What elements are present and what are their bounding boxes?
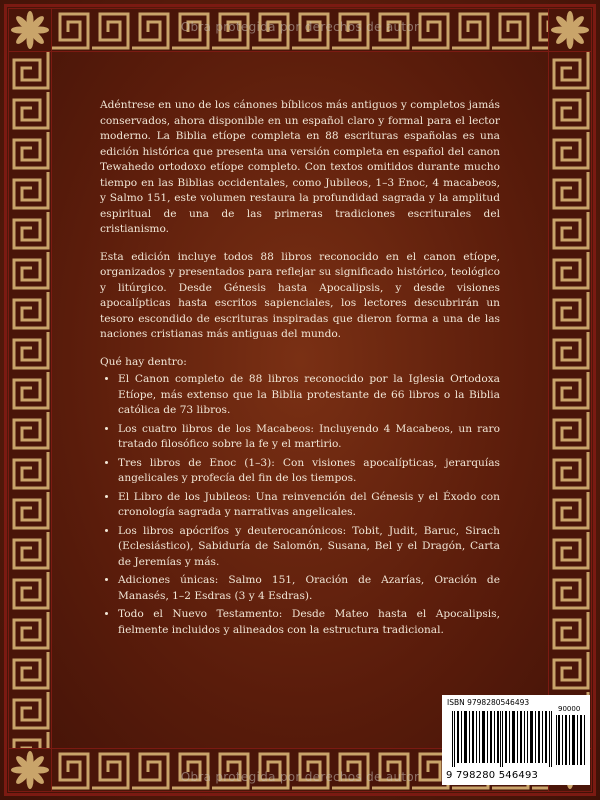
greek-key-band-right (548, 50, 592, 750)
description-paragraph-1: Adéntrese en uno de los cánones bíblicos más antiguos y completos jamás conservados, ahora disponible en un español claro y formal para el lector moderno. La Biblia etíope completa en 88 escrituras españolas es una edición histórica que presenta una versión completa en español del canon Tewahedo ortodoxo etíope completo. Con textos omitidos durante mucho tiempo en las Biblias occidentales, como Jubileos, 1–3 Enoc, 4 macabeos, y Salmo 151, este volumen restaura la profundidad sagrada y la amplitud espiritual de una de las primeras tradiciones escriturales del cristianismo. (100, 99, 500, 235)
contents-list (100, 372, 500, 638)
barcode-bars (452, 711, 552, 767)
isbn-label: ISBN 9798280546493 (447, 698, 530, 707)
description-paragraph-2: Esta edición incluye todos 88 libros reconocido en el canon etíope, organizados y presentados para reflejar su significado histórico, teológico y litúrgico. Desde Génesis hasta Apocalipsis, y desde visiones apocalípticas hasta escritos sapienciales, los lectores descubrirán un tesoro escondido de escrituras inspiradas que dieron forma a una de las naciones cristianas más antiguas del mundo. (100, 250, 500, 340)
back-cover-text (100, 98, 500, 641)
barcode-digits: 9 798280 546493 (446, 770, 539, 781)
watermark-bottom: Obra protegida por derechos de autor (180, 770, 420, 784)
list-item: • Adiciones únicas: Salmo 151, Oración de Azarías, Oración de Manasés, 1–2 Esdras (3 y 4 Esdras). (118, 573, 500, 604)
price-barcode-bars (556, 715, 586, 765)
price-code: 90000 (558, 705, 581, 713)
list-item: • Todo el Nuevo Testamento: Desde Mateo hasta el Apocalipsis, fielmente incluidos y alineados con la estructura tradicional. (118, 607, 500, 638)
contents-heading: Qué hay dentro: (100, 355, 187, 368)
list-item: • Los cuatro libros de los Macabeos: Incluyendo 4 Macabeos, un raro tratado filosófico sobre la fe y el martirio. (118, 422, 500, 453)
list-item: • El Libro de los Jubileos: Una reinvención del Génesis y el Éxodo con cronología sagrada y narrativas angelicales. (118, 490, 500, 521)
list-item: • Tres libros de Enoc (1–3): Con visiones apocalípticas, jerarquías angelicales y profecía del fin de los tiempos. (118, 456, 500, 487)
list-item: • El Canon completo de 88 libros reconocido por la Iglesia Ortodoxa Etíope, más extenso que la Biblia protestante de 66 libros o la Biblia católica de 73 libros. (118, 372, 500, 419)
list-item: • Los libros apócrifos y deuterocanónicos: Tobit, Judit, Baruc, Sirach (Eclesiástico), Sabiduría de Salomón, Susana, Bel y el Dragón, Carta de Jeremías y más. (118, 524, 500, 571)
watermark-top: Obra protegida por derechos de autor (180, 20, 420, 34)
greek-key-band-left (8, 50, 52, 750)
